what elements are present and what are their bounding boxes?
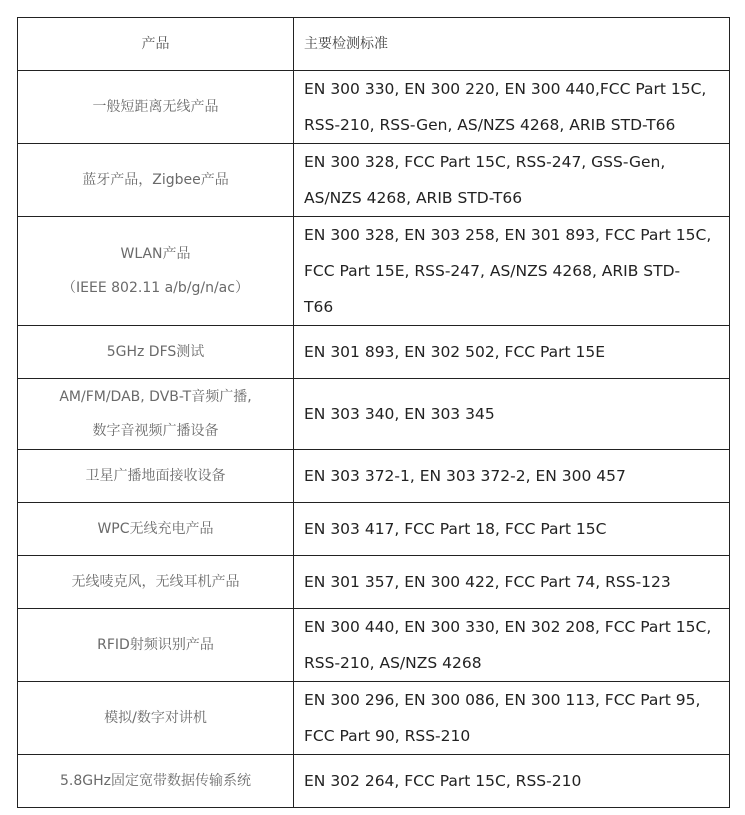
standards-cell (294, 556, 730, 609)
product-category-cell (18, 144, 294, 217)
standards-text: RSS-210, AS/NZS 4268 (304, 654, 482, 672)
product-category-text: 一般短距离无线产品 (92, 99, 219, 115)
table-row (18, 71, 730, 144)
standards-table (17, 17, 730, 808)
standards-text: EN 303 372-1, EN 303 372-2, EN 300 457 (304, 467, 626, 485)
product-category-text: 5GHz DFS测试 (106, 344, 205, 360)
standards-text: EN 300 330, EN 300 220, EN 300 440,FCC Part 15C, (304, 80, 707, 98)
product-category-text: 5.8GHz固定宽带数据传输系统 (60, 773, 251, 789)
table-row (18, 755, 730, 808)
product-category-text: 数字音视频广播设备 (92, 423, 219, 439)
standards-cell (294, 217, 730, 326)
product-category-text: AM/FM/DAB, DVB-T音频广播, (59, 389, 252, 405)
standards-text: T66 (304, 298, 334, 316)
table-row (18, 503, 730, 556)
product-category-cell (18, 450, 294, 503)
table-row (18, 379, 730, 450)
standards-text: EN 303 340, EN 303 345 (304, 405, 495, 423)
standards-text: AS/NZS 4268, ARIB STD-T66 (304, 189, 523, 207)
table-row (18, 144, 730, 217)
standards-text: EN 301 357, EN 300 422, FCC Part 74, RSS-123 (304, 573, 671, 591)
standards-text: EN 300 328, FCC Part 15C, RSS-247, GSS-Gen, (304, 153, 666, 171)
product-category-cell (18, 217, 294, 326)
product-category-cell (18, 556, 294, 609)
standards-text: RSS-210, RSS-Gen, AS/NZS 4268, ARIB STD-T66 (304, 116, 676, 134)
table-header-row (18, 18, 730, 71)
product-category-text: WPC无线充电产品 (97, 521, 214, 537)
product-category-text: （IEEE 802.11 a/b/g/n/ac） (62, 280, 249, 296)
product-category-text: RFID射频识别产品 (97, 637, 214, 653)
standards-cell (294, 450, 730, 503)
product-category-text: 无线唛克风，无线耳机产品 (71, 574, 240, 590)
table-row (18, 217, 730, 326)
standards-cell (294, 379, 730, 450)
product-category-text: 蓝牙产品，Zigbee产品 (82, 172, 229, 188)
table-row (18, 450, 730, 503)
standards-text: EN 300 296, EN 300 086, EN 300 113, FCC Part 95, (304, 691, 701, 709)
standards-text: EN 302 264, FCC Part 15C, RSS-210 (304, 772, 582, 790)
standards-text: FCC Part 15E, RSS-247, AS/NZS 4268, ARIB STD- (304, 262, 681, 280)
standards-cell (294, 71, 730, 144)
header-main-standards: 主要检测标准 (294, 18, 730, 71)
standards-cell (294, 609, 730, 682)
standards-cell (294, 503, 730, 556)
product-category-text: 卫星广播地面接收设备 (85, 468, 226, 484)
standards-cell (294, 326, 730, 379)
product-category-cell (18, 71, 294, 144)
standards-cell (294, 682, 730, 755)
standards-cell (294, 144, 730, 217)
product-category-cell (18, 326, 294, 379)
table-row (18, 609, 730, 682)
standards-text: EN 301 893, EN 302 502, FCC Part 15E (304, 343, 606, 361)
product-category-cell (18, 379, 294, 450)
product-category-cell (18, 682, 294, 755)
product-category-cell (18, 503, 294, 556)
header-product: 产品 (18, 18, 294, 71)
product-category-text: 模拟/数字对讲机 (104, 710, 207, 726)
table-body (18, 71, 730, 808)
table-row (18, 682, 730, 755)
product-category-cell (18, 755, 294, 808)
product-category-text: WLAN产品 (120, 246, 191, 262)
standards-text: EN 300 440, EN 300 330, EN 302 208, FCC Part 15C, (304, 618, 712, 636)
table-row (18, 556, 730, 609)
standards-text: EN 300 328, EN 303 258, EN 301 893, FCC Part 15C, (304, 226, 712, 244)
standards-text: FCC Part 90, RSS-210 (304, 727, 471, 745)
table-row (18, 326, 730, 379)
product-category-cell (18, 609, 294, 682)
standards-cell (294, 755, 730, 808)
standards-text: EN 303 417, FCC Part 18, FCC Part 15C (304, 520, 607, 538)
